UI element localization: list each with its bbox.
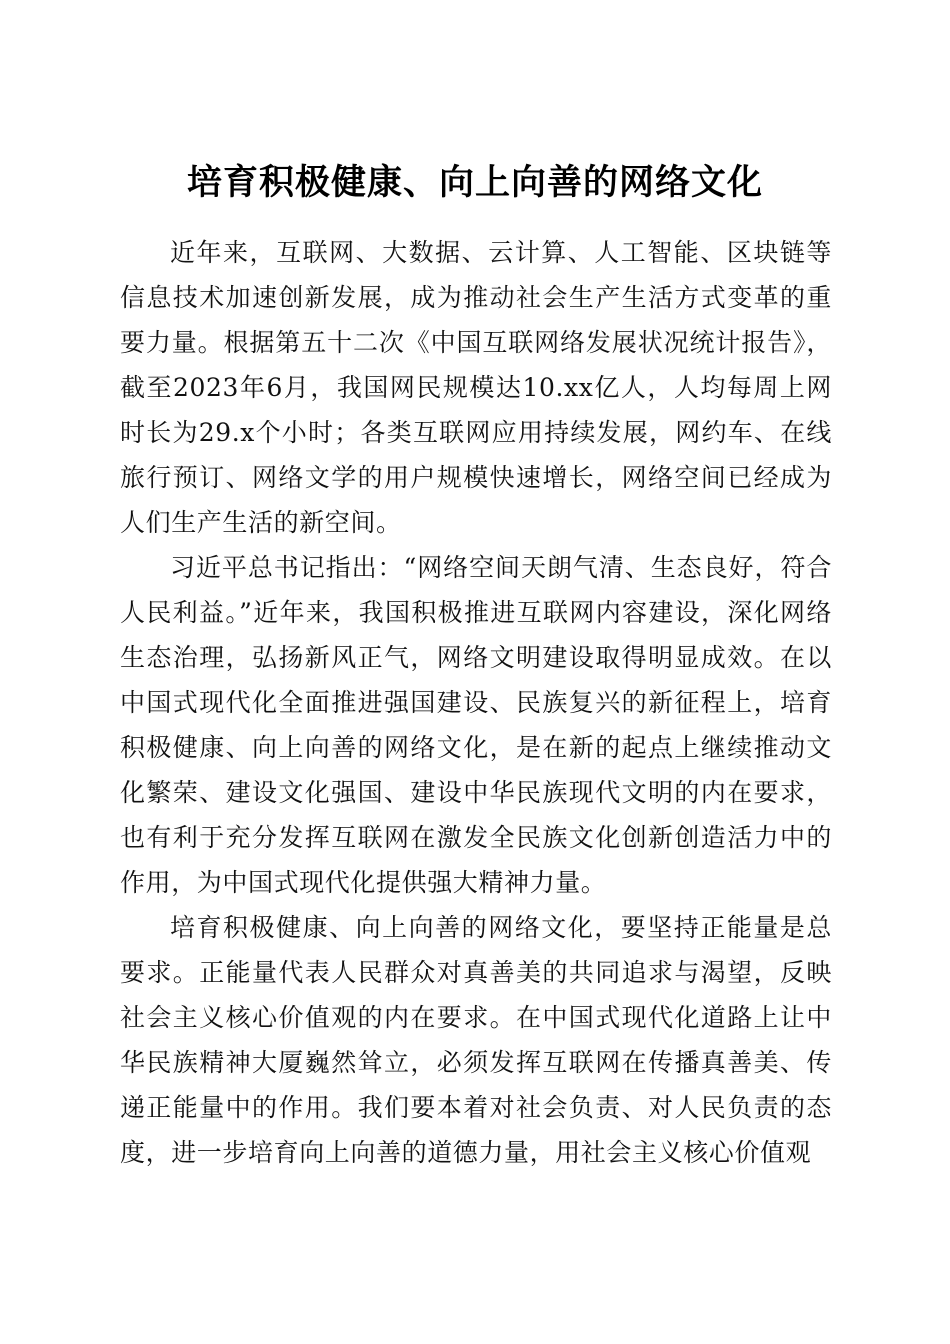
document-title: 培育积极健康、向上向善的网络文化: [186, 162, 763, 204]
paragraph-2: 习近平总书记指出：“网络空间天朗气清、生态良好，符合人民利益。”近年来，我国积极推进互联网内容建设，深化网络生态治理，弘扬新风正气，网络文明建设取得明显成效。在以中国式现代化全面推进强国建设、民族复兴的新征程上，培育积极健康、向上向善的网络文化，是在新的起点上继续推动文化繁荣、建设文化强国、建设中华民族现代文明的内在要求，也有利于充分发挥互联网在激发全民族文化创新创造活力中的作用，为中国式现代化提供强大精神力量。: [120, 553, 832, 897]
document-body: [120, 230, 832, 1175]
paragraph-1: 近年来，互联网、大数据、云计算、人工智能、区块链等信息技术加速创新发展，成为推动社会生产生活方式变革的重要力量。根据第五十二次《中国互联网络发展状况统计报告》，截至2023年6月，我国网民规模达10.xx亿人，人均每周上网时长为29.x个小时；各类互联网应用持续发展，网约车、在线旅行预订、网络文学的用户规模快速增长，网络空间已经成为人们生产生活的新空间。: [120, 238, 832, 537]
paragraph-3: 培育积极健康、向上向善的网络文化，要坚持正能量是总要求。正能量代表人民群众对真善美的共同追求与渴望，反映社会主义核心价值观的内在要求。在中国式现代化道路上让中华民族精神大厦巍然耸立，必须发挥互联网在传播真善美、传递正能量中的作用。我们要本着对社会负责、对人民负责的态度，进一步培育向上向善的道德力量，用社会主义核心价值观: [120, 913, 832, 1167]
